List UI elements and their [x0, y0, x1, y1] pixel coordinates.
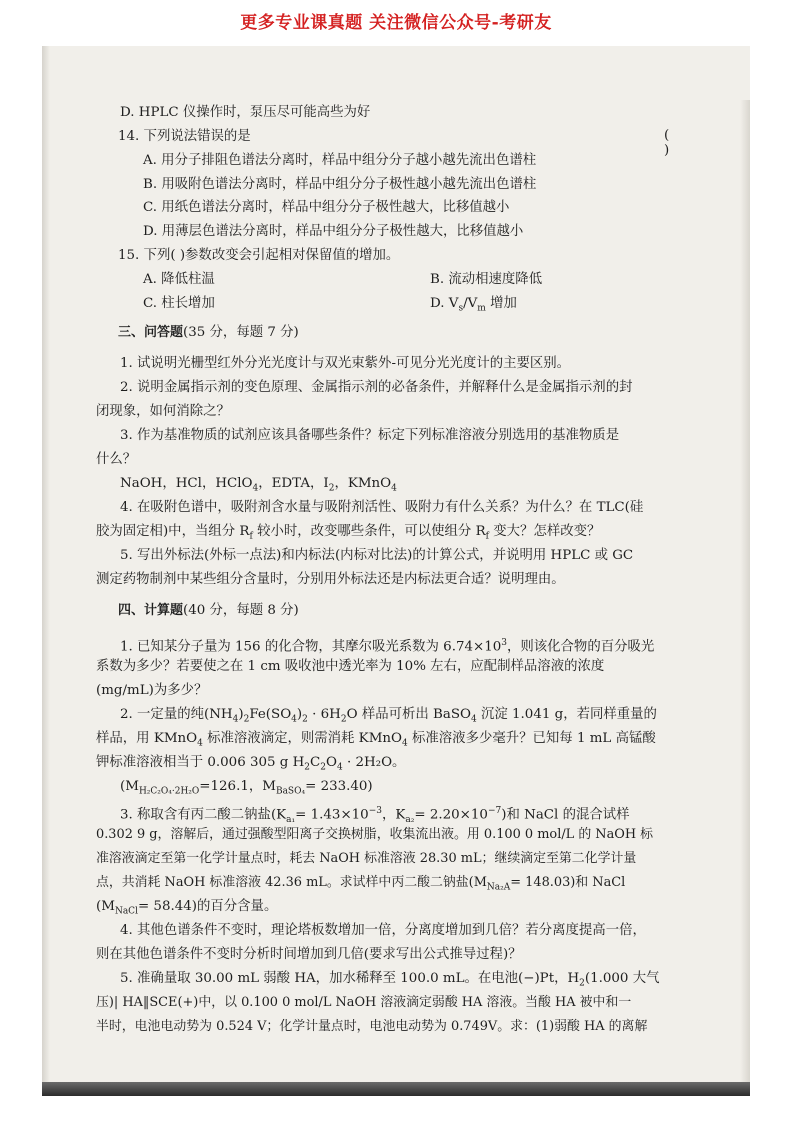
s4-q3-line5: $(M_{NaCl}= 58.44)$的百分含量。: [96, 899, 278, 917]
q14-answer-blank: ( ): [664, 128, 670, 158]
s4-q2-line1: 2. 一定量的纯$(NH_4)_2Fe(SO_4)_2 \cdot 6H_2O$ 样品可析出 BaSO$_4$ 沉淀 1.041 g，若同样重量的: [120, 707, 657, 725]
s4-q5-line2: 压)| HA‖SCE(+)中，以 0.100 0 mol/L NaOH 溶液滴定弱酸 HA 溶液。当酸 HA 被中和一: [96, 995, 632, 1010]
s4-q1-line1: 1. 已知某分子量为 156 的化合物，其摩尔吸光系数为 $6.74\times 10^3$，则该化合物的百分吸光: [120, 638, 655, 655]
section-3-heading: 三、问答题(35 分，每题 7 分): [118, 325, 299, 340]
s3-q5-line1: 5. 写出外标法(外标一点法)和内标法(内标对比法)的计算公式，并说明用 HPLC 或 GC: [120, 548, 634, 563]
s4-q2-line3: 钾标准溶液相当于 0.006 305 g $H_2C_2O_4 \cdot 2H_2O$。: [96, 755, 406, 773]
s3-q3-line1: 3. 作为基准物质的试剂应该具备哪些条件？标定下列标准溶液分别选用的基准物质是: [120, 428, 620, 443]
q14-option-a: A. 用分子排阻色谱法分离时，样品中组分分子越小越先流出色谱柱: [143, 153, 537, 168]
q15-option-b: B. 流动相速度降低: [430, 272, 543, 287]
s3-q5-line2: 测定药物制剂中某些组分含量时，分别用外标法还是内标法更合适？说明理由。: [96, 572, 565, 587]
s4-q4-line2: 则在其他色谱条件不变时分析时间增加到几倍(要求写出公式推导过程)？: [96, 947, 522, 962]
q15-option-c: C. 柱长增加: [143, 296, 215, 311]
page-edge-shadow: [740, 100, 750, 1090]
s4-q3-line3: 准溶液滴定至第一化学计量点时，耗去 NaOH 标准溶液 28.30 mL；继续滴定至第二化学计量: [96, 851, 637, 866]
promo-banner: 更多专业课真题 关注微信公众号-考研友: [240, 13, 552, 33]
s4-q1-line2: 系数为多少？若要使之在 1 cm 吸收池中透光率为 10% 左右，应配制样品溶液的浓度: [96, 659, 605, 674]
s4-q4-line1: 4. 其他色谱条件不变时，理论塔板数增加一倍，分离度增加到几倍？若分离度提高一倍，: [120, 923, 646, 938]
q14-option-d: D. 用薄层色谱法分离时，样品中组分分子极性越大，比移值越小: [143, 224, 524, 239]
s4-q3-line4: 点，共消耗 NaOH 标准溶液 42.36 mL。求试样中丙二酸二钠盐$(M_{Na_2A}= 148.03)$和 NaCl: [96, 875, 626, 893]
s3-q3-line2: 什么？: [96, 452, 137, 467]
q14-option-b: B. 用吸附色谱法分离时，样品中组分分子极性越小越先流出色谱柱: [143, 177, 537, 192]
s3-q4-line2: 胶为固定相)中，当组分 $R_f$ 较小时，改变哪些条件，可以使组分 $R_f$ 变大？怎样改变？: [96, 524, 601, 542]
q15-option-d: D. $V_s/V_m$ 增加: [430, 296, 517, 314]
s4-q5-line1: 5. 准确量取 30.00 mL 弱酸 HA，加水稀释至 100.0 mL。在电池(−)Pt，$H_2(1.000$ 大气: [120, 971, 660, 989]
s4-q3-line2: 0.302 9 g，溶解后，通过强酸型阳离子交换树脂，收集流出液。用 0.100 0 mol/L 的 NaOH 标: [96, 827, 654, 842]
s4-q2-molar-masses: ($M_{H_2C_2O_4\cdot 2H_2O}=126.1$，$M_{BaSO_4}= 233.40$): [120, 779, 373, 797]
q15-option-a: A. 降低柱温: [143, 272, 215, 287]
s3-q2-line1: 2. 说明金属指示剂的变色原理、金属指示剂的必备条件，并解释什么是金属指示剂的封: [120, 380, 633, 395]
s4-q3-line1: 3. 称取含有丙二酸二钠盐($K_{a_1}= 1.43\times 10^{-3}$，$K_{a_2}= 2.20\times 10^{-7}$)和 NaCl 的混合试样: [120, 806, 630, 826]
q13-option-d: D. HPLC 仪操作时，泵压尽可能高些为好: [120, 105, 371, 120]
q14-stem: 14. 下列说法错误的是: [118, 129, 251, 144]
s4-q2-line2: 样品，用 KMnO$_4$ 标准溶液滴定，则需消耗 KMnO$_4$ 标准溶液多少毫升？已知每 1 mL 高锰酸: [96, 731, 656, 749]
page-shadow: [42, 46, 50, 1094]
s3-q3-reagents: NaOH，HCl，HClO$_4$，EDTA，$I_2$，KMnO$_4$: [120, 476, 397, 494]
s3-q2-line2: 闭现象，如何消除之？: [96, 404, 230, 419]
scan-bottom-edge: [42, 1082, 750, 1096]
s3-q1: 1. 试说明光栅型红外分光光度计与双光束紫外-可见分光光度计的主要区别。: [120, 356, 571, 371]
section-4-heading: 四、计算题(40 分，每题 8 分): [118, 603, 299, 618]
q15-stem: 15. 下列( )参数改变会引起相对保留值的增加。: [118, 248, 400, 263]
s3-q4-line1: 4. 在吸附色谱中，吸附剂含水量与吸附剂活性、吸附力有什么关系？为什么？在 TLC(硅: [120, 500, 644, 515]
q14-option-c: C. 用纸色谱法分离时，样品中组分分子极性越大，比移值越小: [143, 200, 510, 215]
s4-q5-line3: 半时，电池电动势为 0.524 V；化学计量点时，电池电动势为 0.749V。求：(1)弱酸 HA 的离解: [96, 1019, 648, 1034]
s4-q1-line3: (mg/mL)为多少？: [96, 683, 208, 698]
